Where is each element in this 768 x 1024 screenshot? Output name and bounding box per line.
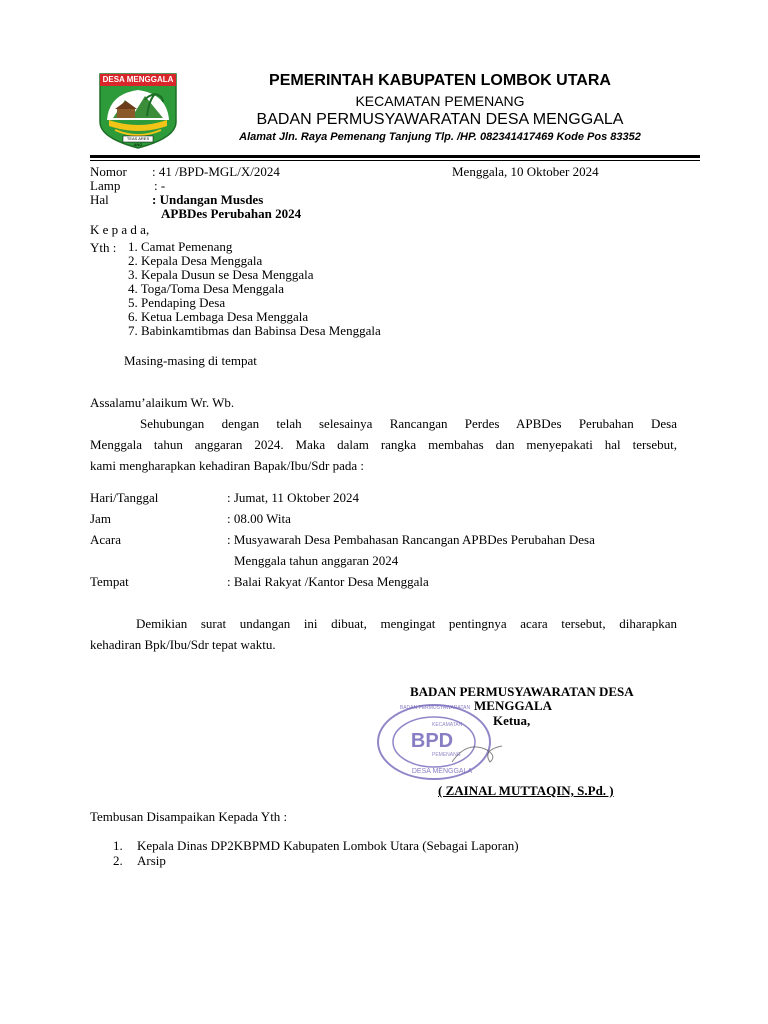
stamp-inner-2: PEMENANG (432, 752, 461, 758)
addressee-item: 2. Kepala Desa Menggala (128, 253, 263, 268)
logo-text: DESA MENGGALA (102, 75, 174, 84)
detail-value-place: : Balai Rakyat /Kantor Desa Menggala (227, 574, 429, 589)
detail-label-time: Jam (90, 511, 111, 526)
paragraph-line: Menggala tahun anggaran 2024. Maka dalam rangka membahas dan menyepakati hal tersebut, (90, 437, 677, 452)
header-district: KECAMATAN PEMENANG (355, 93, 525, 109)
logo-motto: TEAS ARES ANG (126, 136, 150, 147)
cc-item: Arsip (137, 853, 166, 868)
detail-value-event-cont: Menggala tahun anggaran 2024 (234, 553, 399, 568)
hal-value-cont: APBDes Perubahan 2024 (161, 206, 302, 221)
signature-org-cont: MENGGALA (474, 698, 552, 713)
nomor-value: : 41 /BPD-MGL/X/2024 (152, 164, 280, 179)
cc-title: Tembusan Disampaikan Kepada Yth : (90, 809, 288, 824)
stamp-ring-top: BADAN PERMUSYAWARATAN (399, 705, 471, 711)
addressee-item: 3. Kepala Dusun se Desa Menggala (128, 267, 314, 282)
addressee-item: 7. Babinkamtibmas dan Babinsa Desa Menggala (128, 323, 381, 338)
detail-value-day: : Jumat, 11 Oktober 2024 (227, 490, 360, 505)
detail-value-event: : Musyawarah Desa Pembahasan Rancangan APBDes Perubahan Desa (227, 532, 595, 547)
di-tempat: Masing-masing di tempat (124, 353, 257, 368)
header-divider-thick (90, 155, 700, 158)
detail-label-day: Hari/Tanggal (90, 490, 159, 505)
header-government: PEMERINTAH KABUPATEN LOMBOK UTARA (269, 72, 611, 89)
stamp-ring-bottom: DESA MENGGALA (411, 768, 473, 775)
header-address: Alamat Jln. Raya Pemenang Tanjung Tlp. /HP. 082341417469 Kode Pos 83352 (239, 131, 641, 143)
paragraph-line: Sehubungan dengan telah selesainya Rancangan Perdes APBDes Perubahan Desa (140, 416, 677, 431)
nomor-label: Nomor (90, 164, 127, 179)
addressee-item: 4. Toga/Toma Desa Menggala (128, 281, 285, 296)
addressee-list (128, 240, 381, 338)
paragraph-line: kami mengharapkan kehadiran Bapak/Ibu/Sdr pada : (90, 458, 364, 473)
addressee-item: 1. Camat Pemenang (128, 239, 233, 254)
detail-label-place: Tempat (90, 574, 129, 589)
detail-value-time: : 08.00 Wita (227, 511, 291, 526)
yth-label: Yth : (90, 240, 117, 255)
closing-line: Demikian surat undangan ini dibuat, mengingat pentingnya acara tersebut, diharapkan (136, 616, 677, 631)
village-logo (97, 72, 179, 150)
detail-label-event: Acara (90, 532, 122, 547)
signature-org: BADAN PERMUSYAWARATAN DESA (410, 684, 634, 699)
stamp-inner-1: KECAMATAN (432, 722, 463, 728)
lamp-label: Lamp (90, 178, 121, 193)
hal-value: : Undangan Musdes (152, 192, 264, 207)
signatory-name: ( ZAINAL MUTTAQIN, S.Pd. ) (438, 783, 614, 798)
hal-label: Hal (90, 192, 109, 207)
kepada-label: K e p a d a, (90, 222, 150, 237)
cc-item: Kepala Dinas DP2KBPMD Kabupaten Lombok Utara (Sebagai Laporan) (137, 838, 519, 853)
stamp-center: BPD (410, 730, 454, 752)
addressee-item: 6. Ketua Lembaga Desa Menggala (128, 309, 309, 324)
place-date: Menggala, 10 Oktober 2024 (452, 164, 599, 179)
addressee-item: 5. Pendaping Desa (128, 295, 226, 310)
official-stamp (372, 700, 512, 784)
closing-line: kehadiran Bpk/Ibu/Sdr tepat waktu. (90, 637, 276, 652)
signature-role: Ketua, (493, 713, 531, 728)
header-institution: BADAN PERMUSYAWARATAN DESA MENGGALA (256, 111, 624, 128)
cc-item-num: 2. (113, 853, 123, 868)
header-divider-thin (90, 160, 700, 161)
greeting: Assalamu’alaikum Wr. Wb. (90, 395, 235, 410)
lamp-value: : - (154, 178, 166, 193)
cc-item-num: 1. (113, 838, 123, 853)
